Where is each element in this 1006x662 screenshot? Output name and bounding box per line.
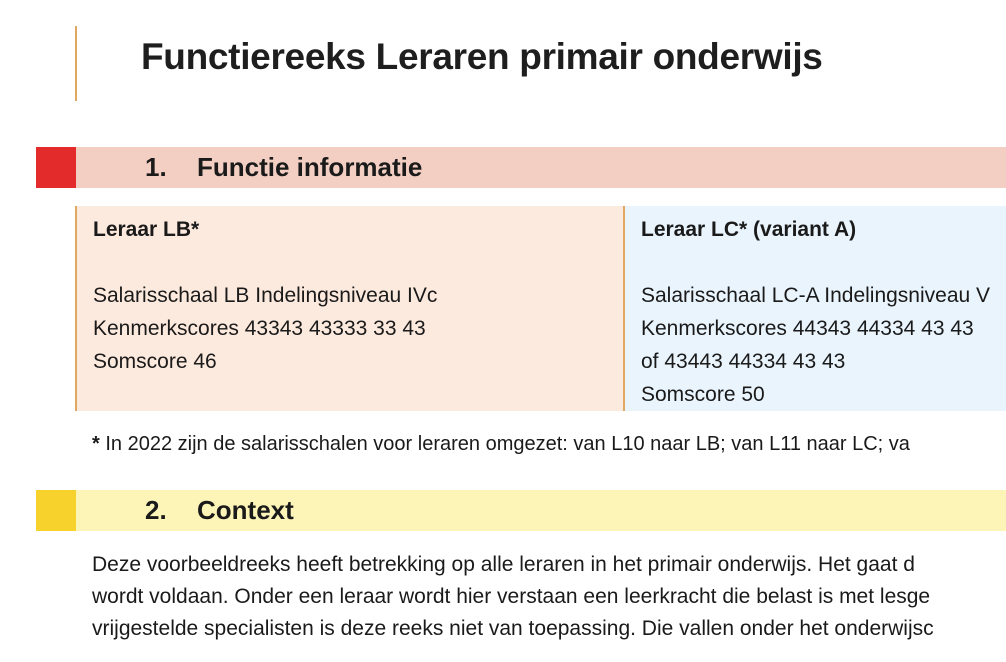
section-title: Functie informatie [197, 152, 423, 182]
page-title: Functiereeks Leraren primair onderwijs [141, 36, 823, 77]
function-line: Salarisschaal LB Indelingsniveau IVc [93, 284, 438, 307]
section-header-functie-informatie [36, 147, 1006, 188]
context-paragraph [92, 549, 1006, 645]
footnote-marker: * [92, 433, 100, 455]
footnote-text: In 2022 zijn de salarisschalen voor leraren omgezet: van L10 naar LB; van L11 naar LC; va [99, 433, 910, 455]
paragraph-line: vrijgestelde specialisten is deze reeks niet van toepassing. Die vallen onder het onderwijsc [92, 617, 934, 640]
paragraph-line: Deze voorbeeldreeks heeft betrekking op alle leraren in het primair onderwijs. Het gaat d [92, 553, 915, 576]
function-line: Somscore 50 [641, 383, 765, 406]
function-line: Kenmerkscores 43343 43333 33 43 [93, 317, 426, 340]
section-number: 2. [145, 495, 167, 525]
footnote [92, 433, 910, 456]
function-cell-lb [75, 206, 625, 411]
function-info-table [75, 206, 1006, 411]
function-line: Salarisschaal LC-A Indelingsniveau V [641, 284, 991, 307]
title-accent-rule [75, 26, 77, 101]
function-line: of 43443 44334 43 43 [641, 350, 846, 373]
function-heading: Leraar LB* [93, 218, 200, 241]
section-title: Context [197, 495, 294, 525]
function-line: Somscore 46 [93, 350, 217, 373]
section-header-context [36, 490, 1006, 531]
function-heading: Leraar LC* (variant A) [641, 218, 857, 241]
section-number: 1. [145, 152, 167, 182]
function-line: Kenmerkscores 44343 44334 43 43 [641, 317, 974, 340]
section-color-marker [36, 490, 76, 531]
paragraph-line: wordt voldaan. Onder een leraar wordt hier verstaan een leerkracht die belast is met lesge [92, 585, 931, 608]
function-cell-lc [625, 206, 1006, 411]
section-color-marker [36, 147, 76, 188]
